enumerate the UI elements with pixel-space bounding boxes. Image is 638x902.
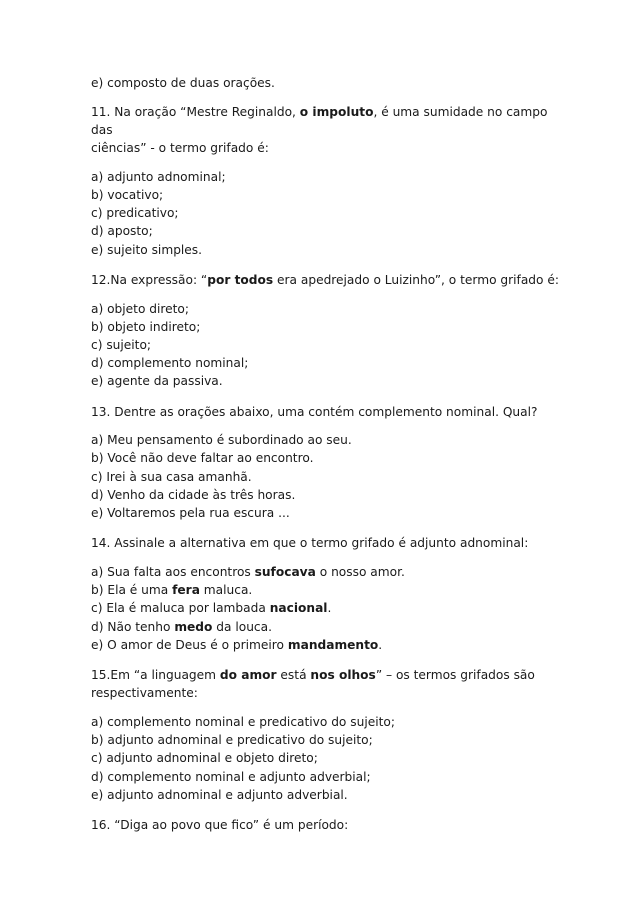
highlighted-term: do amor <box>219 667 277 682</box>
option-e: e) sujeito simples. <box>91 242 203 257</box>
option-a: a) Meu pensamento é subordinado ao seu. <box>91 433 352 448</box>
option-a: a) adjunto adnominal; <box>91 169 226 184</box>
highlighted-term: por todos <box>207 272 274 287</box>
option-b: b) Você não deve faltar ao encontro. <box>91 451 314 466</box>
question-12 <box>91 271 561 391</box>
option-d: d) aposto; <box>91 224 153 239</box>
option-b: b) adjunto adnominal e predicativo do sujeito; <box>91 733 373 748</box>
highlighted-term: sufocava <box>254 564 316 579</box>
option-b: b) Ela é uma fera maluca. <box>91 583 253 598</box>
question-15-text-line2: respectivamente: <box>91 686 198 701</box>
question-16 <box>91 816 561 834</box>
option-d: d) Não tenho medo da louca. <box>91 619 272 634</box>
option-a: a) objeto direto; <box>91 301 189 316</box>
option-d: d) complemento nominal e adjunto adverbial; <box>91 769 371 784</box>
question-14-text: 14. Assinale a alternativa em que o termo grifado é adjunto adnominal: <box>91 536 529 551</box>
option-a: a) Sua falta aos encontros sufocava o nosso amor. <box>91 564 405 579</box>
option-d: d) Venho da cidade às três horas. <box>91 487 296 502</box>
highlighted-term: mandamento <box>287 637 379 652</box>
highlighted-term: o impoluto <box>299 104 374 119</box>
option-b: b) objeto indireto; <box>91 319 201 334</box>
question-13 <box>91 403 561 523</box>
intro-option: e) composto de duas orações. <box>91 76 275 90</box>
option-c: c) Irei à sua casa amanhã. <box>91 469 252 484</box>
option-c: c) sujeito; <box>91 337 152 352</box>
question-11-text-line2: ciências” - o termo grifado é: <box>91 141 269 156</box>
highlighted-term: medo <box>174 619 213 634</box>
option-e: e) agente da passiva. <box>91 374 223 389</box>
option-c: c) Ela é maluca por lambada nacional. <box>91 601 332 616</box>
option-e: e) O amor de Deus é o primeiro mandamento. <box>91 637 383 652</box>
question-11-text: 11. Na oração “Mestre Reginaldo, o impoluto, é uma sumidade no campo das <box>91 104 548 137</box>
question-12-text: 12.Na expressão: “por todos era apedrejado o Luizinho”, o termo grifado é: <box>91 272 559 287</box>
option-c: c) predicativo; <box>91 206 179 221</box>
option-d: d) complemento nominal; <box>91 356 249 371</box>
question-16-text: 16. “Diga ao povo que fico” é um período: <box>91 817 349 832</box>
question-15-text: 15.Em “a linguagem do amor está nos olhos” – os termos grifados são <box>91 667 535 682</box>
option-e: e) adjunto adnominal e adjunto adverbial. <box>91 787 348 802</box>
highlighted-term: nacional <box>269 601 328 616</box>
question-15 <box>91 666 561 804</box>
question-13-text: 13. Dentre as orações abaixo, uma contém complemento nominal. Qual? <box>91 404 538 419</box>
option-a: a) complemento nominal e predicativo do sujeito; <box>91 714 395 729</box>
option-e: e) Voltaremos pela rua escura ... <box>91 506 290 521</box>
document-content <box>91 74 561 834</box>
option-b: b) vocativo; <box>91 188 164 203</box>
highlighted-term: fera <box>172 583 200 598</box>
question-11 <box>91 103 561 259</box>
option-c: c) adjunto adnominal e objeto direto; <box>91 751 318 766</box>
highlighted-term: nos olhos <box>310 667 376 682</box>
question-14 <box>91 534 561 654</box>
